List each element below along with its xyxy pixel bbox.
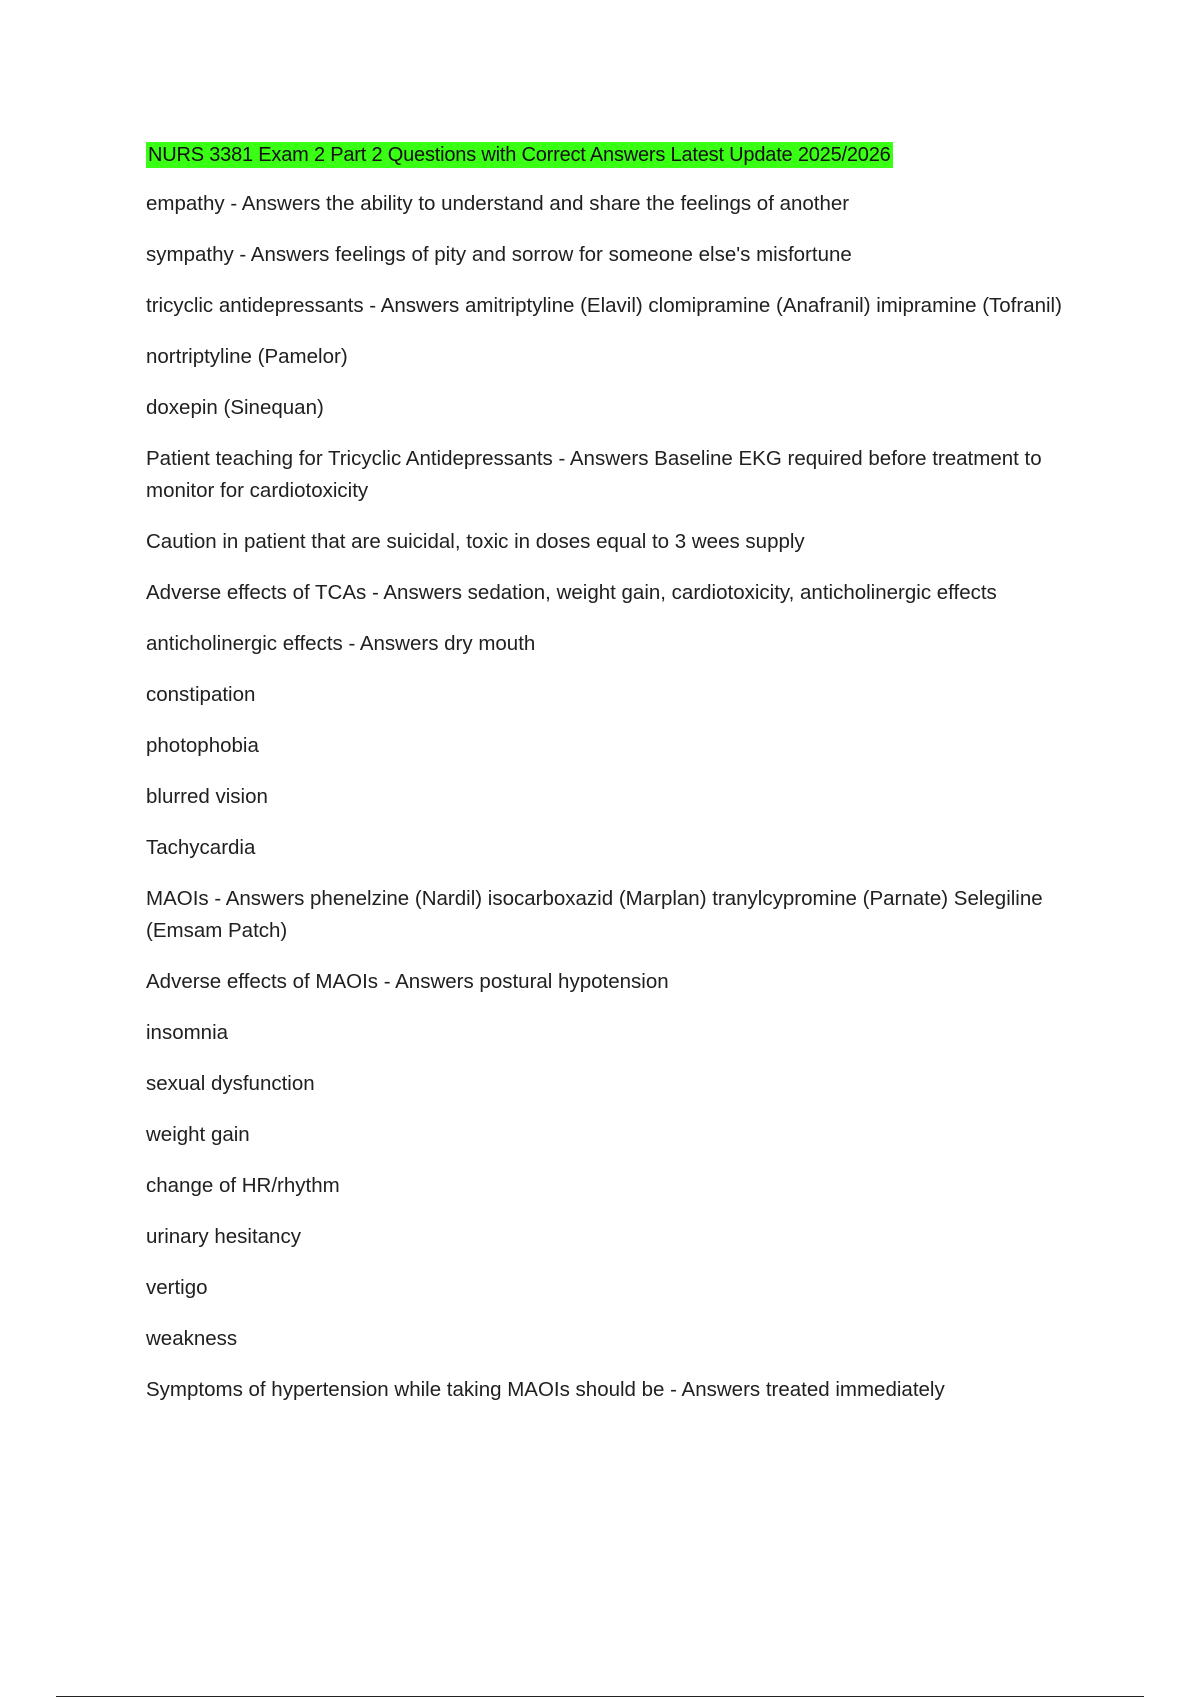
entry-constipation: constipation — [146, 683, 256, 706]
entry-photophobia: photophobia — [146, 734, 259, 757]
entry-blurred-vision: blurred vision — [146, 785, 268, 808]
footer-divider — [56, 1696, 1144, 1697]
entry-anticholinergic-effects: anticholinergic effects - Answers dry mouth — [146, 632, 536, 655]
entry-change-hr-rhythm: change of HR/rhythm — [146, 1174, 340, 1197]
entry-adverse-effects-tcas: Adverse effects of TCAs - Answers sedation, weight gain, cardiotoxicity, anticholinergic effects — [146, 581, 997, 604]
entry-insomnia: insomnia — [146, 1021, 229, 1044]
entry-tricyclic-antidepressants: tricyclic antidepressants - Answers amitriptyline (Elavil) clomipramine (Anafranil) imipramine (Tofranil) — [146, 294, 1062, 317]
entry-adverse-effects-maois: Adverse effects of MAOIs - Answers postural hypotension — [146, 970, 669, 993]
entry-urinary-hesitancy: urinary hesitancy — [146, 1225, 301, 1248]
entry-patient-teaching-tca: Patient teaching for Tricyclic Antidepressants - Answers Baseline EKG required before treatment to monitor for cardiotoxicity — [146, 447, 1042, 502]
entry-weight-gain: weight gain — [146, 1123, 250, 1146]
entry-nortriptyline: nortriptyline (Pamelor) — [146, 345, 348, 368]
document-title: NURS 3381 Exam 2 Part 2 Questions with Correct Answers Latest Update 2025/2026 — [148, 144, 891, 166]
entry-empathy: empathy - Answers the ability to understand and share the feelings of another — [146, 192, 850, 215]
entry-caution-suicidal: Caution in patient that are suicidal, toxic in doses equal to 3 wees supply — [146, 530, 805, 553]
entry-tachycardia: Tachycardia — [146, 836, 256, 859]
entry-doxepin: doxepin (Sinequan) — [146, 396, 324, 419]
entry-weakness: weakness — [146, 1327, 238, 1350]
entry-sexual-dysfunction: sexual dysfunction — [146, 1072, 315, 1095]
entry-sympathy: sympathy - Answers feelings of pity and sorrow for someone else's misfortune — [146, 243, 852, 266]
entry-vertigo: vertigo — [146, 1276, 208, 1299]
document-body — [146, 142, 1086, 1425]
entry-maois: MAOIs - Answers phenelzine (Nardil) isocarboxazid (Marplan) tranylcypromine (Parnate) Selegiline (Emsam Patch) — [146, 887, 1043, 942]
entry-hypertension-maois: Symptoms of hypertension while taking MAOIs should be - Answers treated immediately — [146, 1378, 945, 1401]
